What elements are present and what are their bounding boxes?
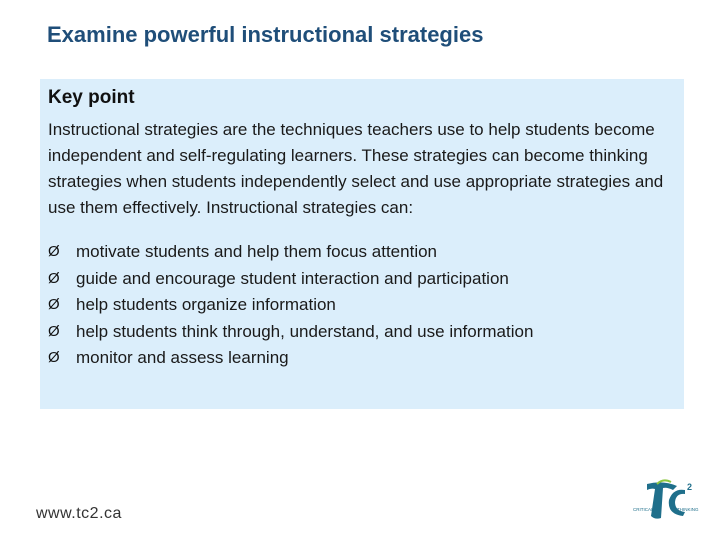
tc2-logo	[633, 478, 699, 524]
key-point-body: Instructional strategies are the techniques teachers use to help students become independent and self-regulating learners. These strategies can become thinking strategies when students independently select and use appropriate strategies and use them effectively. Instructional strategies can:	[48, 120, 664, 217]
list-item-text: motivate students and help them focus attention	[76, 242, 438, 261]
list-item	[48, 319, 676, 346]
slide-title: Examine powerful instructional strategies	[47, 22, 484, 47]
list-item-text: help students think through, understand, and use information	[76, 321, 534, 341]
arrow-bullet-icon: Ø	[48, 296, 60, 313]
arrow-bullet-icon: Ø	[48, 243, 60, 260]
list-item	[48, 239, 676, 266]
key-point-heading: Key point	[48, 87, 135, 108]
arrow-bullet-icon: Ø	[48, 269, 60, 287]
key-point-box	[40, 79, 684, 409]
strategy-list	[48, 239, 676, 372]
list-item-text: guide and encourage student interaction and participation	[76, 268, 509, 288]
logo-superscript: 2	[687, 482, 693, 492]
list-item	[48, 345, 676, 372]
list-item	[48, 292, 676, 319]
list-item	[48, 266, 676, 293]
arrow-bullet-icon: Ø	[48, 322, 60, 340]
arrow-bullet-icon: Ø	[48, 349, 60, 366]
list-item-text: help students organize information	[76, 295, 336, 314]
logo-text-left: CRITICAL	[633, 507, 654, 512]
logo-c-shape	[669, 490, 685, 516]
logo-text-right: THINKING	[677, 507, 699, 512]
footer-url[interactable]: www.tc2.ca	[36, 505, 122, 522]
list-item-text: monitor and assess learning	[76, 348, 289, 367]
